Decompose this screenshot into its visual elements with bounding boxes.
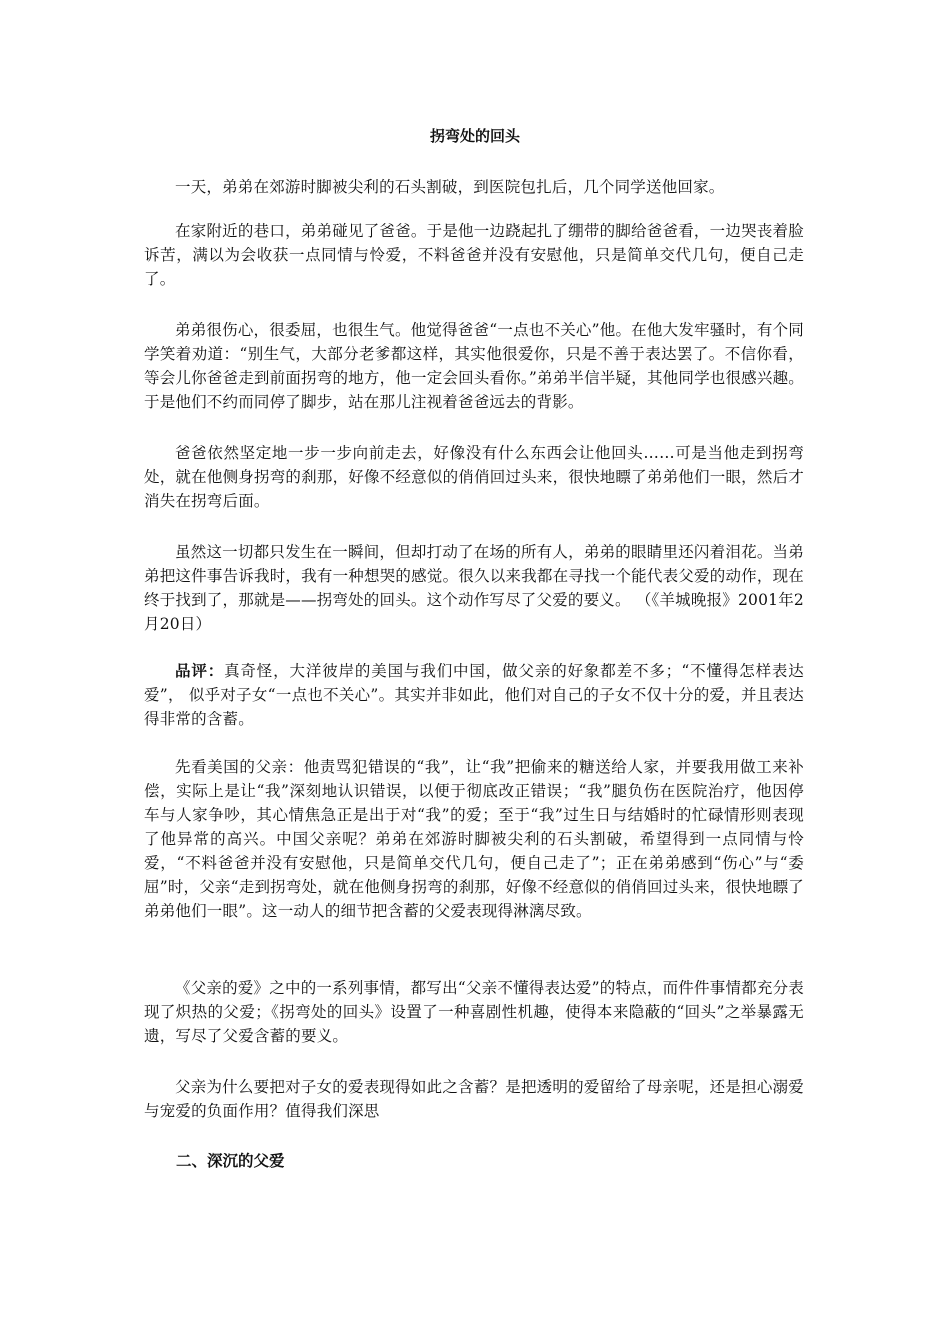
paragraph-2: 在家附近的巷口，弟弟碰见了爸爸。于是他一边跷起扎了绷带的脚给爸爸看，一边哭丧着脸诉苦，满以为会收获一点同情与怜爱，不料爸爸并没有安慰他，只是简单交代几句，便自己走了。: [144, 222, 804, 288]
paragraph-3: 弟弟很伤心，很委屈，也很生气。他觉得爸爸“一点也不关心”他。在他大发牢骚时，有个同学笑着劝道：“别生气，大部分老爹都这样，其实他很爱你，只是不善于表达罢了。不信你看，等会儿你爸爸走到前面拐弯的地方，他一定会回头看你。”弟弟半信半疑，其他同学也很感兴趣。于是他们不约而同停了脚步，站在那儿注视着爸爸远去的背影。: [144, 321, 804, 411]
paragraph-7: 《父亲的爱》之中的一系列事情，都写出“父亲不懂得表达爱”的特点，而件件事情都充分表现了炽热的父爱；《拐弯处的回头》设置了一种喜剧性机趣，使得本来隐蔽的“回头”之举暴露无遗，写尽了父爱含蓄的要义。: [144, 979, 804, 1045]
review-label: 品评：: [175, 662, 225, 680]
paragraph-5: 虽然这一切都只发生在一瞬间，但却打动了在场的所有人，弟弟的眼睛里还闪着泪花。当弟弟把这件事告诉我时，我有一种想哭的感觉。很久以来我都在寻找一个能代表父爱的动作，现在终于找到了，那就是——拐弯处的回头。这个动作写尽了父爱的要义。 （《羊城晚报》2001年2月20日）: [144, 543, 804, 633]
paragraph-8: 父亲为什么要把对子女的爱表现得如此之含蓄？是把透明的爱留给了母亲呢，还是担心溺爱与宠爱的负面作用？值得我们深思: [144, 1078, 804, 1120]
paragraph-1: 一天，弟弟在郊游时脚被尖利的石头割破，到医院包扎后，几个同学送他回家。: [175, 178, 725, 196]
document-title: 拐弯处的回头: [429, 127, 520, 145]
paragraph-6: 先看美国的父亲：他责骂犯错误的“我”，让“我”把偷来的糖送给人家，并要我用做工来补偿，实际上是让“我”深刻地认识错误，以便于彻底改正错误；“我”腿负伤在医院治疗，他因停车与人家争吵，其心情焦急正是出于对“我”的爱；至于“我”过生日与结婚时的忙碌情形则表现了他异常的高兴。中国父亲呢？弟弟在郊游时脚被尖利的石头割破，希望得到一点同情与怜爱，“不料爸爸并没有安慰他，只是简单交代几句，便自己走了”；正在弟弟感到“伤心”与“委屈”时，父亲“走到拐弯处，就在他侧身拐弯的刹那，好像不经意似的俏俏回过头来，很快地瞟了弟弟他们一眼”。这一动人的细节把含蓄的父爱表现得淋漓尽致。: [144, 758, 804, 920]
review-text: 真奇怪，大洋彼岸的美国与我们中国，做父亲的好象都差不多；“不懂得怎样表达爱”， 似乎对子女“一点也不关心”。其实并非如此，他们对自己的子女不仅十分的爱，并且表达得非常的含蓄。: [144, 662, 804, 728]
review-paragraph: [144, 659, 804, 731]
paragraph-4: 爸爸依然坚定地一步一步向前走去，好像没有什么东西会让他回头……可是当他走到拐弯处，就在他侧身拐弯的刹那，好像不经意似的俏俏回过头来，很快地瞟了弟弟他们一眼，然后才消失在拐弯后面。: [144, 444, 804, 510]
section-heading: 二、深沉的父爱: [176, 1152, 285, 1170]
